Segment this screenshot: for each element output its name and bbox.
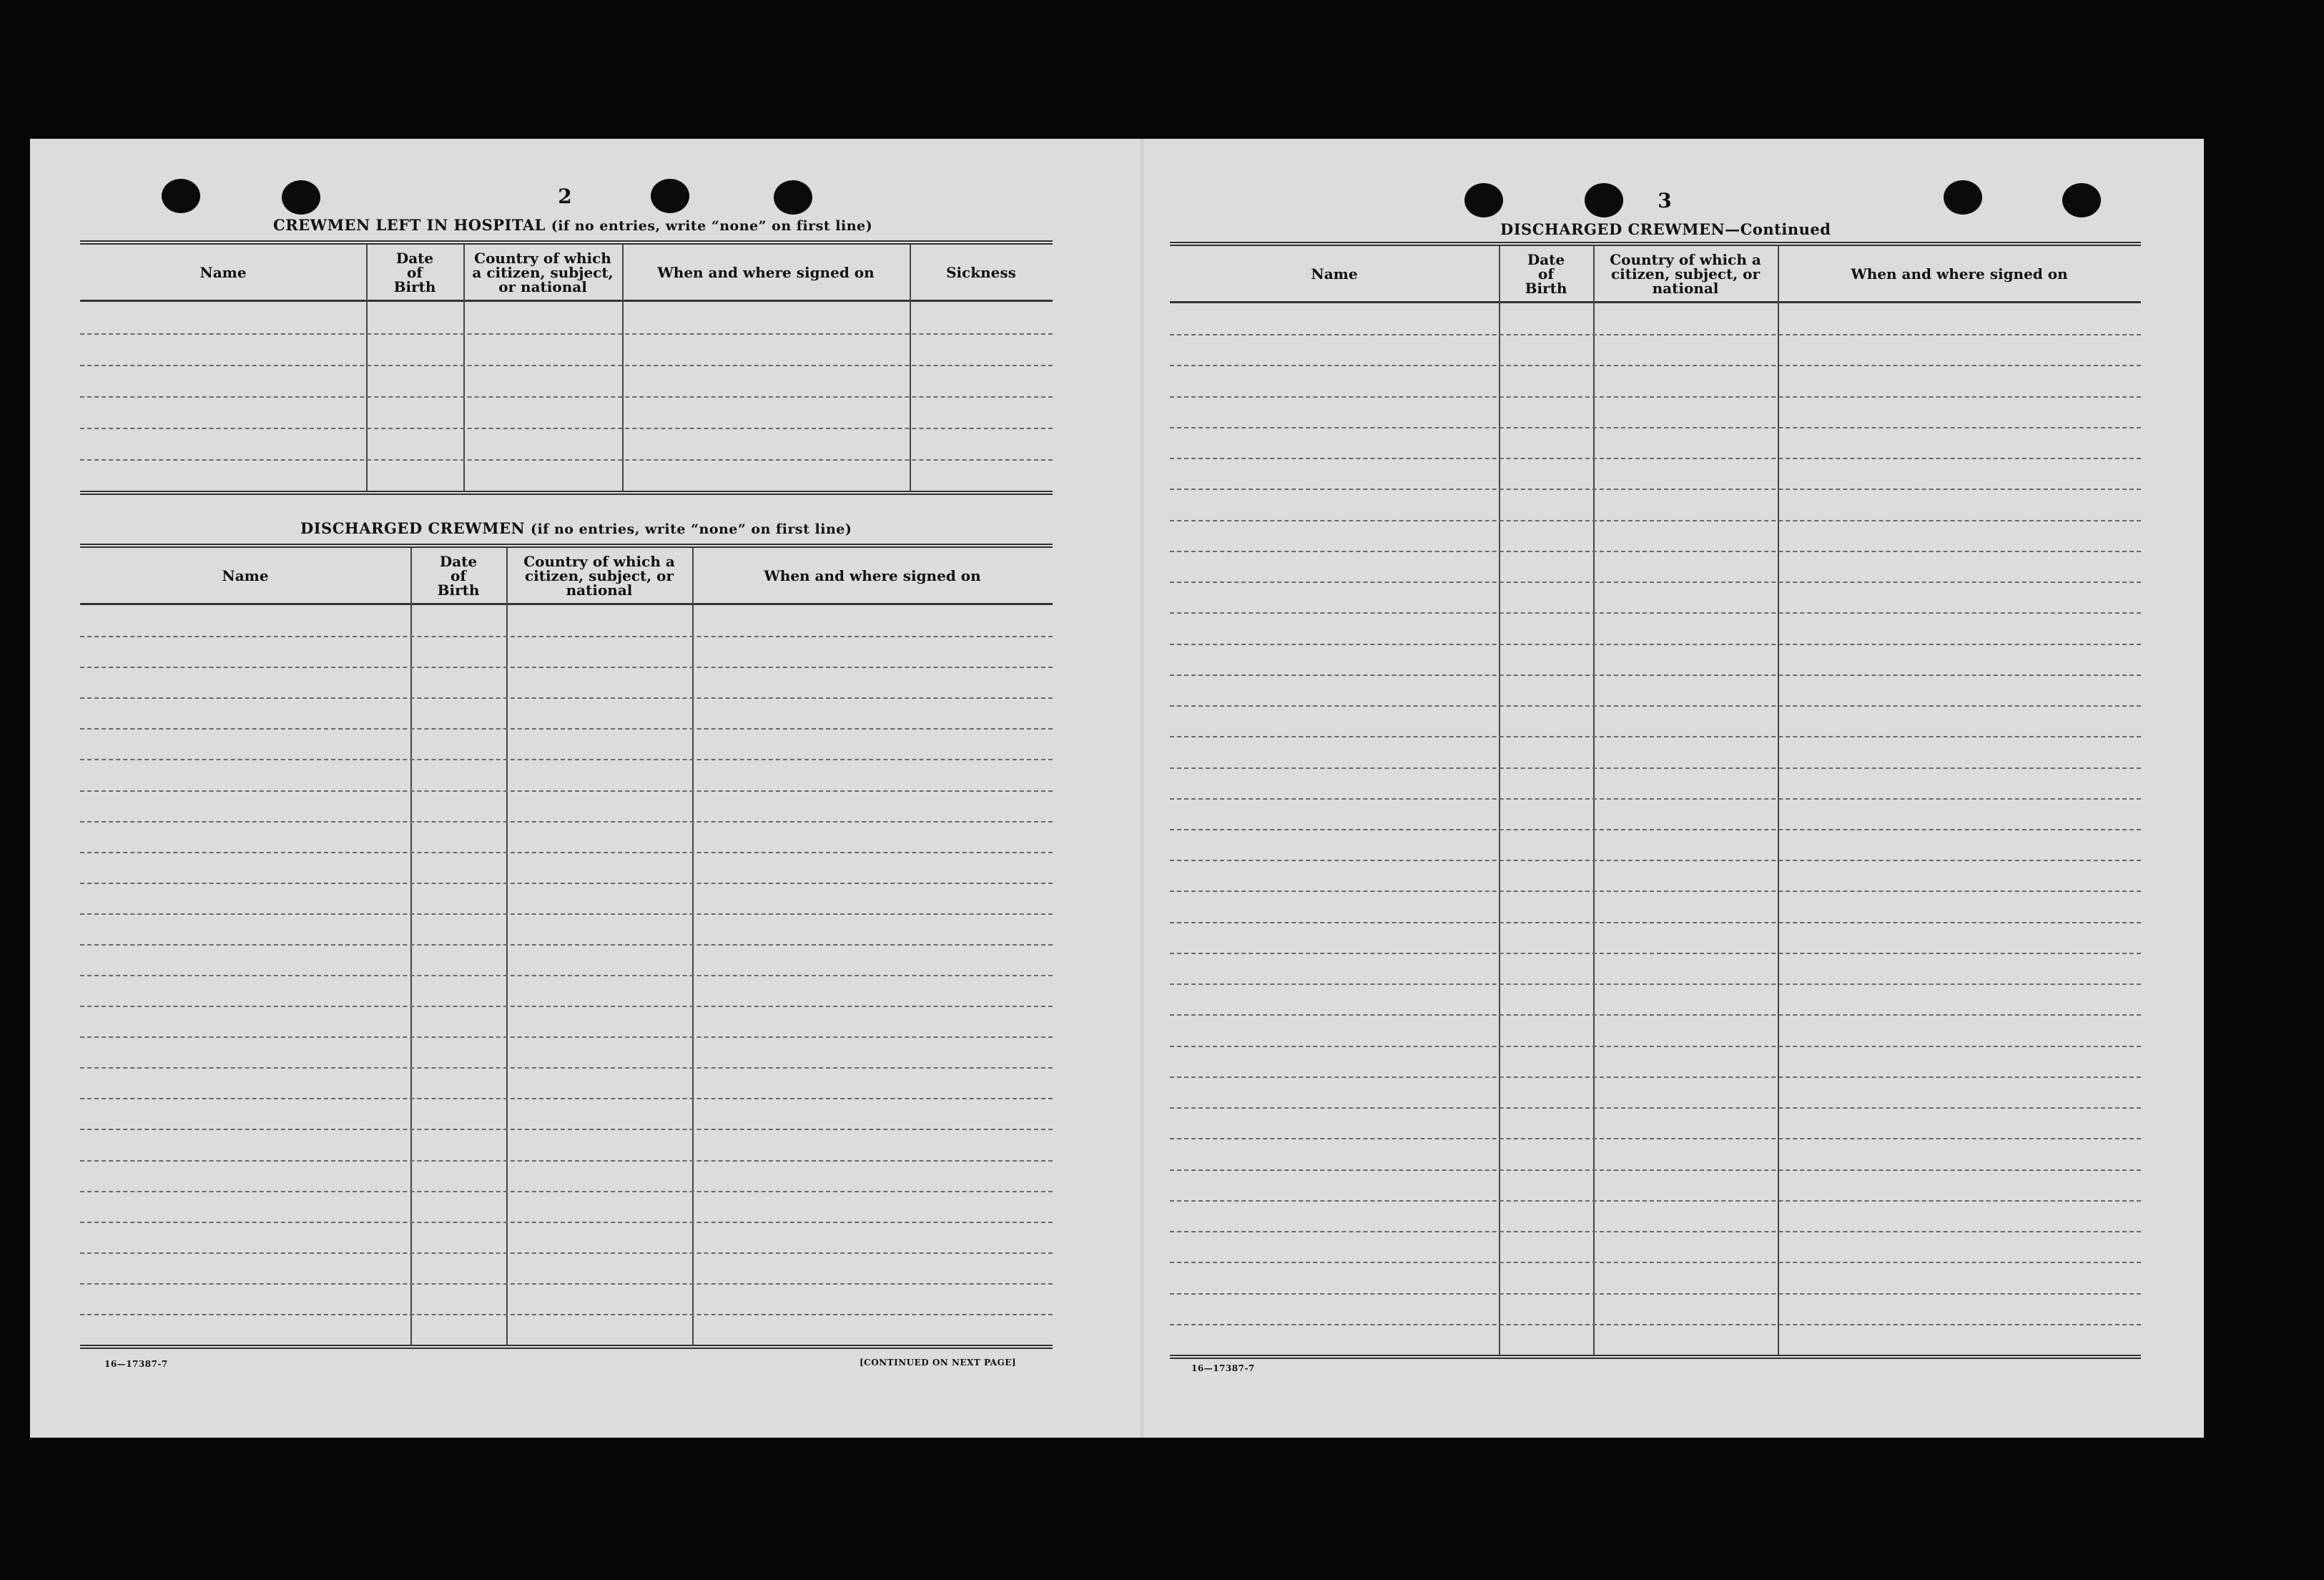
continued-title-text: DISCHARGED CREWMEN—Continued [1500,220,1831,238]
discharged-table [80,544,1053,1349]
table-row-line [1170,1231,2141,1232]
table-row-line [80,1222,1053,1223]
table-row-line [80,883,1053,884]
column-divider [1593,246,1595,1355]
table-row-line [1170,860,2141,861]
discharged-continued-title [1500,220,1831,238]
table-row-line [1170,1138,2141,1139]
form-number-left: 16—17387-7 [104,1359,168,1369]
punch-hole [1944,180,1982,215]
table-row-line [80,428,1053,429]
hospital-table [80,240,1053,495]
table-row-line [1170,1169,2141,1171]
col-header-signed-on: When and where signed on [657,263,875,281]
table-row-line [1170,705,2141,707]
page-fold [1141,139,1143,1438]
table-row-line [1170,520,2141,521]
table-row-line [80,759,1053,760]
col-header-name: Name [200,263,247,281]
discharged-title-note: (if no entries, write “none” on first line) [530,521,852,537]
table-row-line [1170,1293,2141,1295]
punch-hole [2062,183,2101,217]
table-row-line [80,1160,1053,1162]
column-divider [463,245,465,491]
table-row-line [1170,829,2141,830]
table-row-line [80,1129,1053,1130]
hospital-title-note: (if no entries, write “none” on first line) [551,218,873,234]
table-row-line [1170,1324,2141,1325]
table-row-line [1170,922,2141,923]
table-row-line [80,1036,1053,1038]
column-divider [366,245,368,491]
table-row-line [80,852,1053,853]
table-row-line [1170,736,2141,737]
column-divider [1499,246,1500,1355]
table-row-line [1170,1046,2141,1047]
table-row-line [1170,1107,2141,1109]
hospital-section-title [273,216,872,234]
discharged-section-title [300,519,852,537]
discharged-title-text: DISCHARGED CREWMEN [300,519,526,537]
column-divider [910,245,911,491]
punch-hole [1585,183,1623,217]
table-row-line [80,396,1053,398]
table-row-line [80,459,1053,461]
table-row-line [1170,953,2141,954]
table-row-line [1170,396,2141,398]
table-row-line [1170,890,2141,892]
table-row-line [80,1191,1053,1192]
table-row-line [80,1098,1053,1099]
table-row-line [1170,551,2141,552]
table-row-line [80,697,1053,699]
col-header-country: Country of which a citizen, subject, or national [472,249,614,295]
table-row-line [80,975,1053,976]
table-row-line [80,1006,1053,1007]
table-row-line [80,667,1053,668]
col-header-dob: Date of Birth [393,249,436,295]
table-row-line [1170,1076,2141,1078]
table-row-line [1170,612,2141,614]
col-header-signed-on: When and where signed on [764,566,981,584]
table-row-line [1170,1014,2141,1016]
col-header-signed-on: When and where signed on [1851,265,2068,283]
table-header [80,548,1053,605]
punch-hole [162,179,200,213]
table-row-line [80,944,1053,946]
ledger-sheet [30,139,2204,1438]
table-row-line [80,1252,1053,1254]
table-row-line [80,821,1053,823]
col-header-country: Country of which a citizen, subject, or national [1610,250,1761,297]
table-row-line [1170,674,2141,676]
table-row-line [1170,365,2141,366]
table-row-line [1170,1262,2141,1263]
column-divider [1778,246,1779,1355]
table-row-line [1170,582,2141,583]
col-header-dob: Date of Birth [437,552,480,599]
table-header [80,245,1053,302]
table-row-line [1170,489,2141,490]
table-row-line [80,728,1053,730]
page-number-left: 2 [558,185,572,208]
column-divider [622,245,624,491]
table-row-line [80,1314,1053,1315]
punch-hole [651,179,689,213]
table-row-line [1170,458,2141,459]
table-row-line [80,636,1053,637]
table-row-line [80,333,1053,335]
punch-hole [282,180,320,215]
table-row-line [80,790,1053,792]
col-header-sickness: Sickness [946,263,1016,281]
table-row-line [80,913,1053,915]
table-row-line [80,365,1053,366]
table-row-line [1170,334,2141,335]
table-row-line [1170,1200,2141,1202]
table-header [1170,246,2141,303]
punch-hole [1464,183,1503,217]
discharged-continued-table [1170,242,2141,1359]
hospital-title-text: CREWMEN LEFT IN HOSPITAL [273,216,546,234]
table-row-line [1170,427,2141,428]
table-row-line [1170,983,2141,985]
form-number-right: 16—17387-7 [1191,1363,1255,1373]
continued-note: [CONTINUED ON NEXT PAGE] [860,1358,1017,1368]
page-number-right: 3 [1658,189,1672,212]
col-header-name: Name [1311,265,1358,283]
punch-hole [774,180,812,215]
table-row-line [80,1067,1053,1069]
table-row-line [1170,767,2141,769]
col-header-name: Name [222,566,269,584]
table-row-line [1170,644,2141,645]
col-header-country: Country of which a citizen, subject, or national [523,552,675,599]
table-row-line [1170,798,2141,800]
table-row-line [80,1283,1053,1285]
col-header-dob: Date of Birth [1525,250,1567,297]
